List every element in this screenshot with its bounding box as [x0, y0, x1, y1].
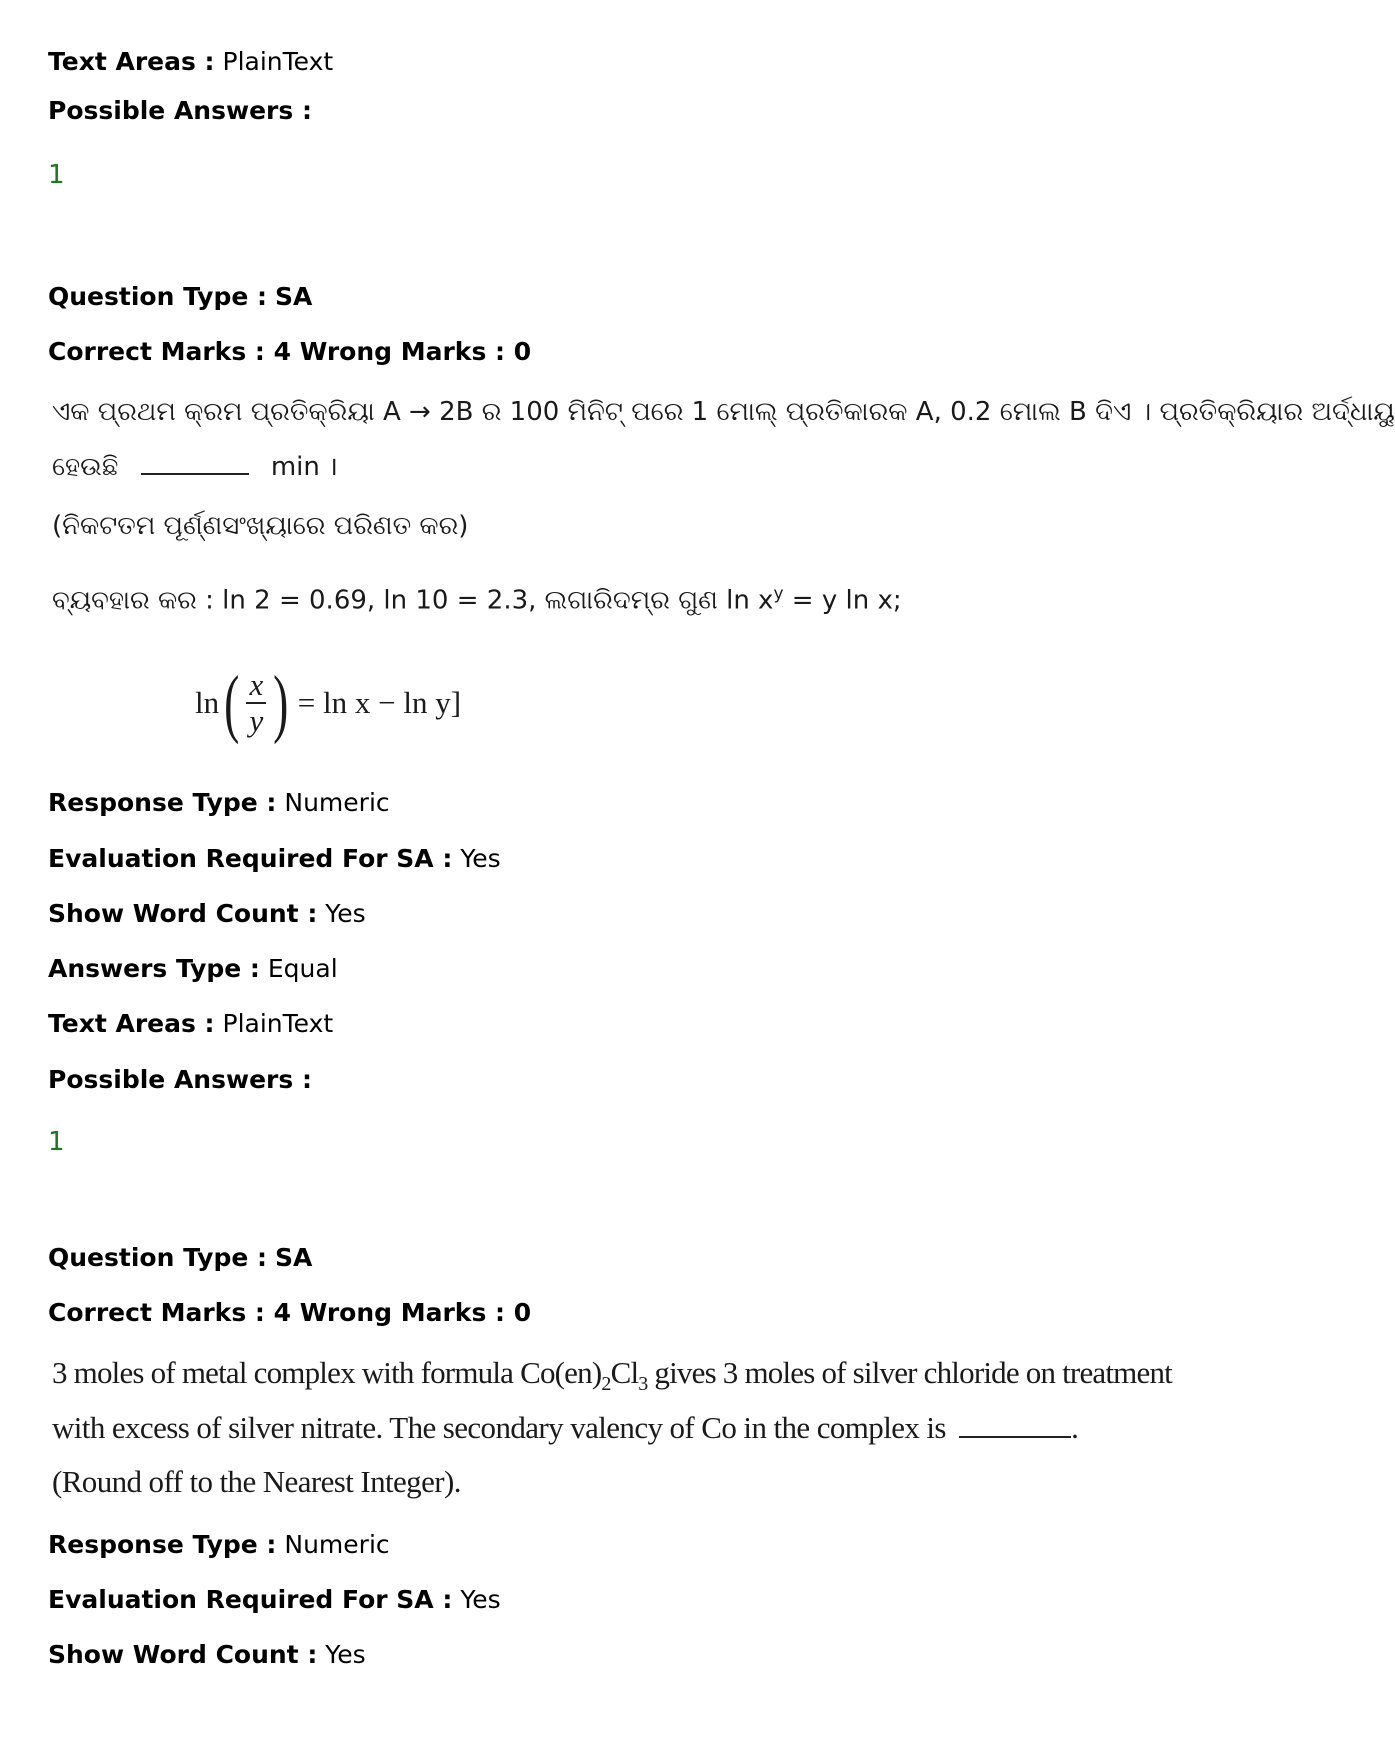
fraction-denominator: y: [249, 703, 264, 738]
question-text-segment: min ।: [270, 452, 339, 482]
word-count-label: Show Word Count :: [48, 899, 318, 928]
fraction: [246, 668, 266, 738]
possible-answers-row: [48, 96, 312, 126]
possible-answers-label: Possible Answers :: [48, 1065, 312, 1094]
evaluation-value: Yes: [460, 844, 501, 873]
question-text-line: (Round off to the Nearest Integer).: [52, 1464, 461, 1499]
question-text-line: ଏକ ପ୍ରଥମ କ୍ରମ ପ୍ରତିକ୍ରିୟା A → 2B ର 100 ମିନିଟ୍ ପରେ 1 ମୋଲ୍ ପ୍ରତିକାରକ A, 0.2 ମୋଲ B ଦିଏ । ପ୍ରତିକ୍ରିୟାର ଅର୍ଦ୍ଧାୟୁ: [52, 397, 1395, 427]
text-areas-label: Text Areas :: [48, 47, 215, 76]
question-text-segment: gives 3 moles of silver chloride on treatment: [647, 1355, 1172, 1390]
evaluation-row: [48, 1585, 501, 1615]
text-areas-value: PlainText: [222, 1009, 334, 1038]
response-type-row: [48, 1530, 390, 1560]
answers-type-row: [48, 954, 338, 984]
question-text-segment: Cl: [610, 1355, 639, 1390]
question-type-value: SA: [274, 1243, 313, 1272]
question-text-segment: ବ୍ୟବହାର କର : ln 2 = 0.69, ln 10 = 2.3, ଲଗାରିଦମ୍‌ର ଗୁଣ ln x: [52, 585, 774, 616]
word-count-value: Yes: [325, 1640, 366, 1669]
question-type-row: [48, 282, 312, 312]
response-type-label: Response Type :: [48, 788, 277, 817]
text-areas-row: [48, 1009, 333, 1039]
evaluation-row: [48, 844, 501, 874]
evaluation-label: Evaluation Required For SA :: [48, 1585, 453, 1614]
evaluation-label: Evaluation Required For SA :: [48, 844, 453, 873]
question-text-line: (ନିକଟତମ ପୂର୍ଣ୍ଣସଂଖ୍ୟାରେ ପରିଣତ କର): [52, 511, 469, 541]
question-type-row: [48, 1243, 312, 1273]
marks-text: Correct Marks : 4 Wrong Marks : 0: [48, 1298, 532, 1327]
response-type-value: Numeric: [284, 788, 390, 817]
question-text-segment: 3 moles of metal complex with formula Co(en): [52, 1355, 602, 1390]
question-text-line: [52, 1355, 1172, 1402]
word-count-row: [48, 899, 366, 929]
question-text-line: [52, 1410, 1078, 1446]
possible-answers-label: Possible Answers :: [48, 96, 312, 125]
question-text-line: [52, 449, 338, 485]
subscript: 2: [601, 1373, 611, 1396]
possible-answer-value: 1: [48, 160, 65, 190]
response-type-label: Response Type :: [48, 1530, 277, 1559]
marks-text: Correct Marks : 4 Wrong Marks : 0: [48, 337, 532, 366]
question-type-label: Question Type :: [48, 282, 268, 311]
text-areas-row: [48, 47, 333, 77]
text-areas-value: PlainText: [222, 47, 334, 76]
marks-row: [48, 337, 531, 367]
question-text-line: [52, 576, 902, 619]
equation-rhs: = ln x − ln y]: [297, 685, 462, 720]
evaluation-value: Yes: [460, 1585, 501, 1614]
fraction-numerator: x: [249, 667, 264, 702]
possible-answer-value: 1: [48, 1127, 65, 1157]
word-count-row: [48, 1640, 366, 1670]
right-paren-icon: ): [273, 661, 289, 745]
answers-type-value: Equal: [267, 954, 338, 983]
subscript: 3: [638, 1373, 648, 1396]
answer-blank: [959, 1436, 1071, 1438]
question-type-label: Question Type :: [48, 1243, 268, 1272]
answer-blank: [141, 473, 249, 475]
question-text-segment: .: [1071, 1410, 1079, 1445]
possible-answers-row: [48, 1065, 312, 1095]
question-text-segment: = y ln x;: [783, 585, 902, 616]
response-type-value: Numeric: [284, 1530, 390, 1559]
question-type-value: SA: [274, 282, 313, 311]
word-count-label: Show Word Count :: [48, 1640, 318, 1669]
question-text-segment: with excess of silver nitrate. The secondary valency of Co in the complex is: [52, 1410, 946, 1445]
word-count-value: Yes: [325, 899, 366, 928]
response-type-row: [48, 788, 390, 818]
marks-row: [48, 1298, 531, 1328]
left-paren-icon: (: [224, 661, 240, 745]
answers-type-label: Answers Type :: [48, 954, 260, 983]
text-areas-label: Text Areas :: [48, 1009, 215, 1038]
equation-ln: ln: [195, 685, 220, 720]
question-text-segment: ହେଉଛି: [52, 452, 119, 482]
log-equation: [195, 661, 462, 745]
superscript: y: [773, 584, 784, 604]
